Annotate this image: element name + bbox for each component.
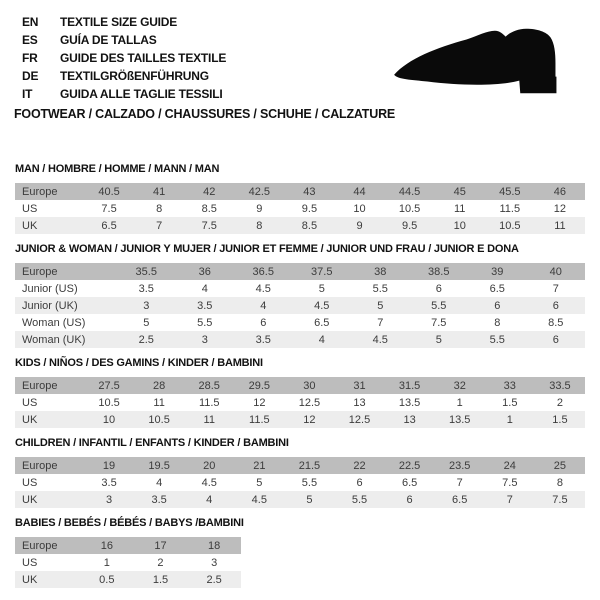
size-cell: 3.5 [84, 474, 134, 491]
size-cell: 11.5 [485, 200, 535, 217]
size-cell: 44 [334, 183, 384, 200]
table-row [15, 537, 241, 554]
size-cell: 8.5 [527, 314, 586, 331]
size-cell: 27.5 [84, 377, 134, 394]
size-cell: 1.5 [134, 571, 188, 588]
size-cell: 40.5 [84, 183, 134, 200]
size-cell: 4 [293, 331, 352, 348]
size-cell: 31 [334, 377, 384, 394]
size-cell: 4 [184, 491, 234, 508]
size-cell: 3.5 [134, 491, 184, 508]
table-row [15, 183, 585, 200]
table-row [15, 554, 241, 571]
size-cell: 29.5 [234, 377, 284, 394]
size-cell: 5.5 [334, 491, 384, 508]
size-cell: 13 [385, 411, 435, 428]
size-cell: 5 [284, 491, 334, 508]
size-cell: 36 [176, 263, 235, 280]
size-cell: 44.5 [385, 183, 435, 200]
size-cell: 10.5 [84, 394, 134, 411]
row-label: Junior (UK) [15, 297, 117, 314]
size-cell: 19.5 [134, 457, 184, 474]
language-code: FR [22, 51, 38, 65]
size-cell: 6.5 [468, 280, 527, 297]
size-cell: 1.5 [485, 394, 535, 411]
size-cell: 7 [485, 491, 535, 508]
size-cell: 20 [184, 457, 234, 474]
size-cell: 5 [234, 474, 284, 491]
table-row [15, 394, 585, 411]
size-cell: 8 [535, 474, 585, 491]
table-row [15, 411, 585, 428]
size-cell: 41 [134, 183, 184, 200]
size-cell: 28.5 [184, 377, 234, 394]
size-cell: 36.5 [234, 263, 293, 280]
size-cell: 45 [435, 183, 485, 200]
row-label: US [15, 554, 80, 571]
table-row [15, 491, 585, 508]
size-cell: 18 [187, 537, 241, 554]
row-label: Junior (US) [15, 280, 117, 297]
size-cell: 3 [84, 491, 134, 508]
row-label: Woman (US) [15, 314, 117, 331]
size-cell: 9.5 [385, 217, 435, 234]
size-cell: 3 [176, 331, 235, 348]
size-cell: 6 [234, 314, 293, 331]
size-cell: 9 [234, 200, 284, 217]
size-cell: 2.5 [117, 331, 176, 348]
size-table [15, 537, 241, 588]
size-cell: 6.5 [293, 314, 352, 331]
row-label: Europe [15, 183, 84, 200]
size-cell: 12.5 [284, 394, 334, 411]
size-tables [15, 163, 585, 588]
size-cell: 3 [187, 554, 241, 571]
size-cell: 33.5 [535, 377, 585, 394]
size-cell: 7.5 [410, 314, 469, 331]
size-cell: 24 [485, 457, 535, 474]
size-cell: 9 [334, 217, 384, 234]
size-cell: 8 [468, 314, 527, 331]
size-cell: 7.5 [184, 217, 234, 234]
size-cell: 11.5 [184, 394, 234, 411]
size-table-section [15, 517, 585, 588]
size-cell: 5.5 [176, 314, 235, 331]
size-cell: 6 [527, 331, 586, 348]
table-row [15, 377, 585, 394]
size-cell: 35.5 [117, 263, 176, 280]
table-row [15, 297, 585, 314]
size-cell: 23.5 [435, 457, 485, 474]
size-cell: 32 [435, 377, 485, 394]
size-table [15, 263, 585, 348]
language-code: DE [22, 69, 39, 83]
size-cell: 13.5 [435, 411, 485, 428]
size-table-section [15, 163, 585, 234]
size-table-section [15, 437, 585, 508]
row-label: US [15, 394, 84, 411]
size-cell: 40 [527, 263, 586, 280]
language-row [22, 49, 226, 67]
size-cell: 21 [234, 457, 284, 474]
language-code: ES [22, 33, 38, 47]
size-cell: 4 [234, 297, 293, 314]
size-cell: 30 [284, 377, 334, 394]
size-cell: 37.5 [293, 263, 352, 280]
size-cell: 5.5 [410, 297, 469, 314]
size-cell: 6 [410, 280, 469, 297]
category-title: FOOTWEAR / CALZADO / CHAUSSURES / SCHUHE / CALZATURE [14, 107, 396, 121]
size-cell: 12 [284, 411, 334, 428]
table-row [15, 474, 585, 491]
size-cell: 1 [485, 411, 535, 428]
table-title: KIDS / NIÑOS / DES GAMINS / KINDER / BAMBINI [15, 357, 263, 369]
size-cell: 5.5 [468, 331, 527, 348]
size-cell: 4.5 [293, 297, 352, 314]
size-cell: 11.5 [234, 411, 284, 428]
table-row [15, 263, 585, 280]
size-cell: 5 [410, 331, 469, 348]
size-cell: 10.5 [134, 411, 184, 428]
size-cell: 17 [134, 537, 188, 554]
size-cell: 4 [134, 474, 184, 491]
size-cell: 9.5 [284, 200, 334, 217]
table-title: JUNIOR & WOMAN / JUNIOR Y MUJER / JUNIOR ET FEMME / JUNIOR UND FRAU / JUNIOR E DONA [15, 243, 519, 255]
size-cell: 42.5 [234, 183, 284, 200]
size-cell: 4 [176, 280, 235, 297]
size-cell: 12 [535, 200, 585, 217]
size-cell: 5 [293, 280, 352, 297]
size-cell: 8 [134, 200, 184, 217]
size-cell: 3.5 [176, 297, 235, 314]
size-cell: 6.5 [385, 474, 435, 491]
language-code: EN [22, 15, 39, 29]
size-cell: 7 [435, 474, 485, 491]
size-cell: 6 [527, 297, 586, 314]
language-label: TEXTILGRÖßENFÜHRUNG [60, 69, 209, 83]
language-code: IT [22, 87, 33, 101]
row-label: Woman (UK) [15, 331, 117, 348]
size-cell: 10.5 [485, 217, 535, 234]
size-cell: 7.5 [84, 200, 134, 217]
table-row [15, 200, 585, 217]
language-label: GUÍA DE TALLAS [60, 33, 157, 47]
size-cell: 1.5 [535, 411, 585, 428]
size-cell: 22 [334, 457, 384, 474]
row-label: US [15, 200, 84, 217]
size-cell: 10 [334, 200, 384, 217]
language-list [22, 13, 226, 103]
size-cell: 5.5 [351, 280, 410, 297]
language-label: GUIDA ALLE TAGLIE TESSILI [60, 87, 223, 101]
size-cell: 38.5 [410, 263, 469, 280]
size-cell: 43 [284, 183, 334, 200]
table-title: BABIES / BEBÉS / BÉBÉS / BABYS /BAMBINI [15, 517, 244, 529]
table-row [15, 457, 585, 474]
size-cell: 11 [435, 200, 485, 217]
size-table [15, 457, 585, 508]
size-cell: 31.5 [385, 377, 435, 394]
row-label: US [15, 474, 84, 491]
row-label: Europe [15, 537, 80, 554]
row-label: Europe [15, 457, 84, 474]
size-cell: 39 [468, 263, 527, 280]
size-cell: 2.5 [187, 571, 241, 588]
size-cell: 0.5 [80, 571, 134, 588]
row-label: UK [15, 571, 80, 588]
size-cell: 38 [351, 263, 410, 280]
size-cell: 7 [527, 280, 586, 297]
size-cell: 12.5 [334, 411, 384, 428]
size-cell: 4.5 [184, 474, 234, 491]
size-cell: 42 [184, 183, 234, 200]
size-cell: 2 [535, 394, 585, 411]
size-cell: 3.5 [234, 331, 293, 348]
table-row [15, 217, 585, 234]
size-cell: 4.5 [234, 280, 293, 297]
size-cell: 16 [80, 537, 134, 554]
language-row [22, 31, 226, 49]
size-cell: 7 [351, 314, 410, 331]
language-label: TEXTILE SIZE GUIDE [60, 15, 178, 29]
size-cell: 10.5 [385, 200, 435, 217]
row-label: UK [15, 217, 84, 234]
row-label: Europe [15, 263, 117, 280]
size-cell: 6.5 [435, 491, 485, 508]
language-row [22, 13, 226, 31]
table-title: CHILDREN / INFANTIL / ENFANTS / KINDER / BAMBINI [15, 437, 289, 449]
size-cell: 19 [84, 457, 134, 474]
row-label: UK [15, 491, 84, 508]
size-cell: 4.5 [351, 331, 410, 348]
size-cell: 8.5 [284, 217, 334, 234]
size-cell: 10 [435, 217, 485, 234]
table-row [15, 280, 585, 297]
size-cell: 5 [117, 314, 176, 331]
size-cell: 28 [134, 377, 184, 394]
size-cell: 45.5 [485, 183, 535, 200]
table-row [15, 571, 241, 588]
size-cell: 13.5 [385, 394, 435, 411]
size-cell: 1 [435, 394, 485, 411]
size-cell: 4.5 [234, 491, 284, 508]
language-row [22, 85, 226, 103]
size-cell: 8 [234, 217, 284, 234]
size-cell: 1 [80, 554, 134, 571]
size-table [15, 183, 585, 234]
size-table [15, 377, 585, 428]
size-cell: 6 [385, 491, 435, 508]
size-table-section [15, 243, 585, 348]
size-cell: 25 [535, 457, 585, 474]
size-cell: 46 [535, 183, 585, 200]
size-cell: 5.5 [284, 474, 334, 491]
size-cell: 33 [485, 377, 535, 394]
size-cell: 5 [351, 297, 410, 314]
size-table-section [15, 357, 585, 428]
size-cell: 11 [184, 411, 234, 428]
language-label: GUIDE DES TAILLES TEXTILE [60, 51, 227, 65]
size-cell: 3.5 [117, 280, 176, 297]
table-row [15, 314, 585, 331]
size-cell: 7.5 [485, 474, 535, 491]
size-cell: 22.5 [385, 457, 435, 474]
size-cell: 12 [234, 394, 284, 411]
size-cell: 3 [117, 297, 176, 314]
table-row [15, 331, 585, 348]
size-cell: 6 [334, 474, 384, 491]
language-row [22, 67, 226, 85]
row-label: UK [15, 411, 84, 428]
size-cell: 8.5 [184, 200, 234, 217]
size-cell: 2 [134, 554, 188, 571]
size-cell: 11 [535, 217, 585, 234]
size-cell: 7 [134, 217, 184, 234]
size-cell: 21.5 [284, 457, 334, 474]
size-cell: 10 [84, 411, 134, 428]
size-cell: 7.5 [535, 491, 585, 508]
table-title: MAN / HOMBRE / HOMME / MANN / MAN [15, 163, 220, 175]
size-cell: 13 [334, 394, 384, 411]
row-label: Europe [15, 377, 84, 394]
size-cell: 11 [134, 394, 184, 411]
size-cell: 6 [468, 297, 527, 314]
dress-shoe-icon [390, 18, 586, 106]
size-cell: 6.5 [84, 217, 134, 234]
